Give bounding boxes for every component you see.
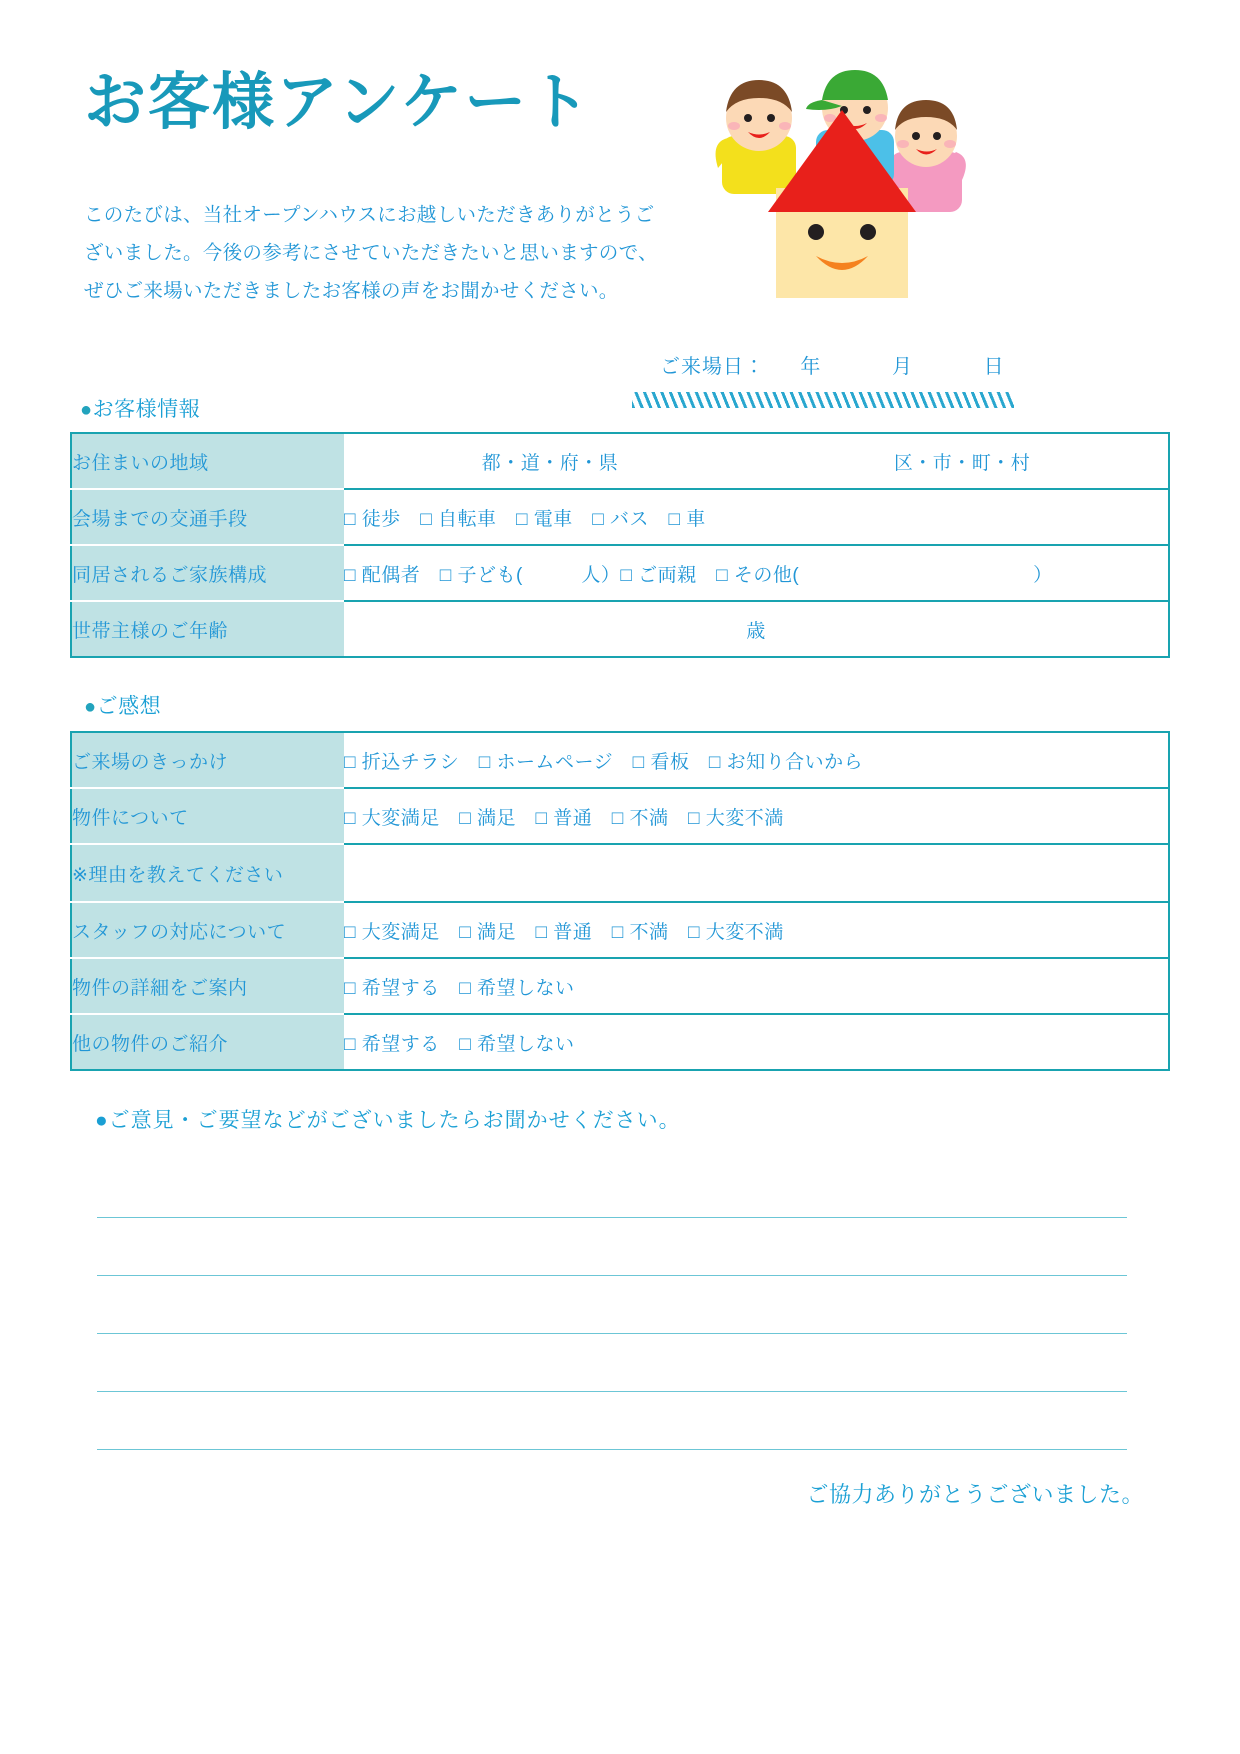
row-label-householder-age: 世帯主様のご年齢 [71, 601, 344, 657]
row-value-how-heard-checkboxes[interactable]: □ 折込チラシ □ ホームページ □ 看板 □ お知り合いから [344, 732, 1169, 788]
intro-line-3: ぜひご来場いただきましたお客様の声をお聞かせください。 [84, 280, 619, 302]
row-label-how-heard: ご来場のきっかけ [71, 732, 344, 788]
visit-date-field [660, 350, 1040, 379]
comment-rule-line[interactable] [97, 1392, 1127, 1450]
row-value-staff-rating-checkboxes[interactable]: □ 大変満足 □ 満足 □ 普通 □ 不満 □ 大変不満 [344, 902, 1169, 958]
intro-line-1: このたびは、当社オープンハウスにお越しいただきありがとうご [84, 204, 655, 226]
visit-date-year-unit: 年 [800, 356, 822, 378]
visit-date-hatched-rule [632, 392, 1014, 408]
row-value-property-rating-checkboxes[interactable]: □ 大変満足 □ 満足 □ 普通 □ 不満 □ 大変不満 [344, 788, 1169, 844]
comment-rule-line[interactable] [97, 1160, 1127, 1218]
row-value-property-detail-checkboxes[interactable]: □ 希望する □ 希望しない [344, 958, 1169, 1014]
section-bullet-icon: ● [80, 399, 93, 421]
intro-line-2: ざいました。今後の参考にさせていただきたいと思いますので、 [84, 242, 658, 264]
comment-rule-line[interactable] [97, 1218, 1127, 1276]
row-label-other-property-request: 他の物件のご紹介 [71, 1014, 344, 1070]
free-comment-lines[interactable] [97, 1160, 1127, 1450]
row-label-residence-area: お住まいの地域 [71, 433, 344, 489]
row-label-staff-rating: スタッフの対応について [71, 902, 344, 958]
row-value-residence-area[interactable] [344, 433, 1169, 489]
section-heading-customer-info [80, 393, 200, 423]
table-row [71, 433, 1169, 489]
table-row [71, 732, 1169, 788]
footer-thanks-text: ご協力ありがとうございました。 [806, 1482, 1144, 1507]
row-value-transport-checkboxes[interactable]: □ 徒歩 □ 自転車 □ 電車 □ バス □ 車 [344, 489, 1169, 545]
section-heading-impressions [84, 690, 161, 720]
prefecture-label: 都・道・府・県 [481, 452, 619, 474]
table-row [71, 788, 1169, 844]
comment-rule-line[interactable] [97, 1276, 1127, 1334]
page-title: お客様アンケート [84, 68, 593, 137]
row-label-property-detail-request: 物件の詳細をご案内 [71, 958, 344, 1014]
row-value-family-checkboxes[interactable]: □ 配偶者 □ 子ども( 人）□ ご両親 □ その他( ） [344, 545, 1169, 601]
row-label-property-rating: 物件について [71, 788, 344, 844]
free-comment-heading: ●ご意見・ご要望などがございましたらお聞かせください。 [95, 1109, 681, 1132]
intro-paragraph [84, 196, 664, 310]
table-row [71, 545, 1169, 601]
table-row [71, 1014, 1169, 1070]
row-value-other-property-checkboxes[interactable]: □ 希望する □ 希望しない [344, 1014, 1169, 1070]
row-value-householder-age[interactable]: 歳 [344, 601, 1169, 657]
table-row [71, 958, 1169, 1014]
row-value-reason-blank[interactable] [344, 844, 1169, 902]
visit-date-day-unit: 日 [983, 356, 1005, 378]
municipality-label: 区・市・町・村 [893, 452, 1031, 474]
customer-info-table [70, 432, 1170, 658]
table-row [71, 844, 1169, 902]
section-bullet-icon: ● [84, 696, 97, 718]
child-left-figure [716, 80, 796, 194]
table-row [71, 601, 1169, 657]
row-label-reason: ※理由を教えてください [71, 844, 344, 902]
section-title-impressions: ご感想 [96, 695, 162, 718]
table-row [71, 489, 1169, 545]
comment-rule-line[interactable] [97, 1334, 1127, 1392]
row-label-family: 同居されるご家族構成 [71, 545, 344, 601]
family-house-illustration [700, 60, 980, 310]
section-title-customer-info: お客様情報 [92, 398, 201, 421]
table-row [71, 902, 1169, 958]
impressions-table [70, 731, 1170, 1071]
row-label-transport: 会場までの交通手段 [71, 489, 344, 545]
visit-date-month-unit: 月 [892, 356, 913, 378]
visit-date-label: ご来場日： [660, 356, 765, 378]
